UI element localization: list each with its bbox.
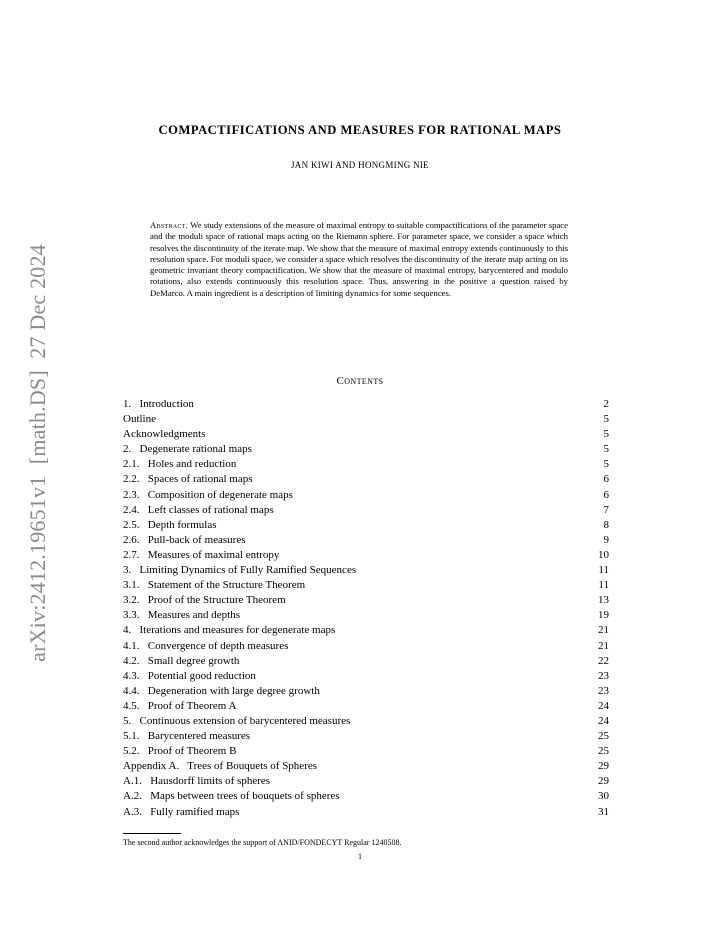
toc-entry[interactable] — [123, 608, 609, 623]
toc-entry-label: 5. Continuous extension of barycentered measures — [123, 714, 351, 727]
toc-entry-page: 8 — [603, 518, 609, 531]
toc-entry-label: 4. Iterations and measures for degenerate maps — [123, 624, 336, 637]
toc-entry-page: 24 — [598, 699, 609, 712]
toc-entry-page: 5 — [603, 443, 609, 456]
toc-entry[interactable] — [123, 774, 609, 789]
toc-entry[interactable] — [123, 488, 609, 503]
toc-entry-label: 3.2. Proof of the Structure Theorem — [123, 594, 286, 607]
page-number: 1 — [358, 852, 362, 861]
toc-entry-label: 3.1. Statement of the Structure Theorem — [123, 579, 306, 592]
toc-entry-label: 4.3. Potential good reduction — [123, 669, 256, 682]
table-of-contents — [123, 397, 609, 820]
toc-entry-page: 31 — [598, 805, 609, 818]
toc-entry-label: 5.1. Barycentered measures — [123, 730, 251, 743]
toc-entry-label: 3. Limiting Dynamics of Fully Ramified Sequences — [123, 564, 357, 577]
toc-entry-page: 5 — [603, 428, 609, 441]
toc-entry-label: A.3. Fully ramified maps — [123, 805, 240, 818]
toc-entry-page: 5 — [603, 413, 609, 426]
toc-entry[interactable] — [123, 623, 609, 638]
toc-entry-label: Appendix A. Trees of Bouquets of Spheres — [123, 760, 318, 773]
toc-entry-label: 2.7. Measures of maximal entropy — [123, 548, 280, 561]
toc-entry-page: 25 — [598, 730, 609, 743]
toc-entry-page: 29 — [598, 760, 609, 773]
toc-entry[interactable] — [123, 442, 609, 457]
toc-entry-page: 11 — [598, 579, 609, 592]
toc-entry[interactable] — [123, 744, 609, 759]
toc-entry[interactable] — [123, 533, 609, 548]
toc-entry-page: 6 — [603, 473, 609, 486]
toc-entry-page: 23 — [598, 669, 609, 682]
toc-entry[interactable] — [123, 729, 609, 744]
toc-entry-page: 24 — [598, 714, 609, 727]
toc-entry-label: 2.3. Composition of degenerate maps — [123, 488, 293, 501]
arxiv-id: arXiv:2412.19651v1 [math.DS] 27 Dec 2024 — [25, 244, 51, 662]
toc-entry-page: 11 — [598, 564, 609, 577]
abstract-text: We study extensions of the measure of maximal entropy to suitable compactifications of the parameter space and the moduli space of rational maps acting on the Riemann sphere. For parameter space, we consider a space which resolves the discontinuity of the iterate map. We show that the measure of maximal entropy extends continuously to this resolution space. For moduli space, we consider a space which resolves the discontinuity of the iterate map acting on its geometric invariant theory compactification. We show that the measure of maximal entropy, barycentered and modulo rotations, also extends continuously this resolution space. Thus, answering in the positive a question raised by DeMarco. A main ingredient is a description of limiting dynamics for some sequences. — [150, 220, 569, 298]
toc-entry-label: A.2. Maps between trees of bouquets of spheres — [123, 790, 340, 803]
toc-entry-page: 19 — [598, 609, 609, 622]
toc-entry[interactable] — [123, 593, 609, 608]
footnote: The second author acknowledges the support of ANID/FONDECYT Regular 1240508. — [123, 838, 402, 847]
toc-entry[interactable] — [123, 503, 609, 518]
toc-entry-page: 30 — [598, 790, 609, 803]
arxiv-stamp — [24, 234, 52, 672]
toc-entry-page: 5 — [603, 458, 609, 471]
toc-entry[interactable] — [123, 669, 609, 684]
toc-entry-label: 2.2. Spaces of rational maps — [123, 473, 253, 486]
toc-entry-page: 6 — [603, 488, 609, 501]
toc-entry[interactable] — [123, 412, 609, 427]
toc-entry-label: 2.4. Left classes of rational maps — [123, 503, 274, 516]
toc-entry-label: 2.1. Holes and reduction — [123, 458, 237, 471]
toc-entry[interactable] — [123, 699, 609, 714]
toc-entry-label: 2.6. Pull-back of measures — [123, 533, 246, 546]
toc-entry[interactable] — [123, 789, 609, 804]
toc-entry-label: 2.5. Depth formulas — [123, 518, 217, 531]
toc-entry-page: 10 — [598, 548, 609, 561]
toc-entry-label: 4.5. Proof of Theorem A — [123, 699, 237, 712]
toc-entry[interactable] — [123, 518, 609, 533]
toc-entry-label: 2. Degenerate rational maps — [123, 443, 252, 456]
footnote-rule — [123, 833, 181, 834]
toc-entry-label: 5.2. Proof of Theorem B — [123, 745, 237, 758]
toc-entry-label: A.1. Hausdorff limits of spheres — [123, 775, 271, 788]
toc-entry[interactable] — [123, 759, 609, 774]
toc-entry[interactable] — [123, 563, 609, 578]
toc-entry-label: 4.1. Convergence of depth measures — [123, 639, 289, 652]
toc-entry[interactable] — [123, 548, 609, 563]
toc-entry-label: 4.2. Small degree growth — [123, 654, 240, 667]
toc-entry-page: 21 — [598, 624, 609, 637]
toc-entry[interactable] — [123, 805, 609, 820]
toc-entry-label: Acknowledgments — [123, 428, 206, 441]
toc-entry-page: 29 — [598, 775, 609, 788]
toc-entry[interactable] — [123, 457, 609, 472]
toc-entry[interactable] — [123, 427, 609, 442]
toc-entry[interactable] — [123, 639, 609, 654]
abstract — [150, 220, 568, 299]
toc-entry[interactable] — [123, 654, 609, 669]
paper-authors: JAN KIWI AND HONGMING NIE — [291, 160, 429, 170]
toc-entry-page: 13 — [598, 594, 609, 607]
toc-entry[interactable] — [123, 714, 609, 729]
toc-entry-page: 7 — [603, 503, 609, 516]
abstract-label: Abstract. — [150, 220, 189, 230]
toc-entry[interactable] — [123, 472, 609, 487]
paper-title: COMPACTIFICATIONS AND MEASURES FOR RATIONAL MAPS — [158, 123, 562, 137]
toc-entry-page: 2 — [603, 398, 609, 410]
toc-entry[interactable] — [123, 684, 609, 699]
toc-entry-label: 3.3. Measures and depths — [123, 609, 241, 622]
toc-entry-page: 23 — [598, 684, 609, 697]
toc-entry-page: 21 — [598, 639, 609, 652]
toc-entry[interactable] — [123, 578, 609, 593]
toc-entry-label: Outline — [123, 413, 156, 426]
toc-entry-label: 1. Introduction — [123, 398, 194, 410]
toc-entry[interactable] — [123, 397, 609, 412]
toc-entry-label: 4.4. Degeneration with large degree growth — [123, 684, 320, 697]
toc-entry-page: 22 — [598, 654, 609, 667]
contents-heading: Contents — [336, 375, 384, 387]
toc-entry-page: 9 — [603, 533, 609, 546]
toc-entry-page: 25 — [598, 745, 609, 758]
